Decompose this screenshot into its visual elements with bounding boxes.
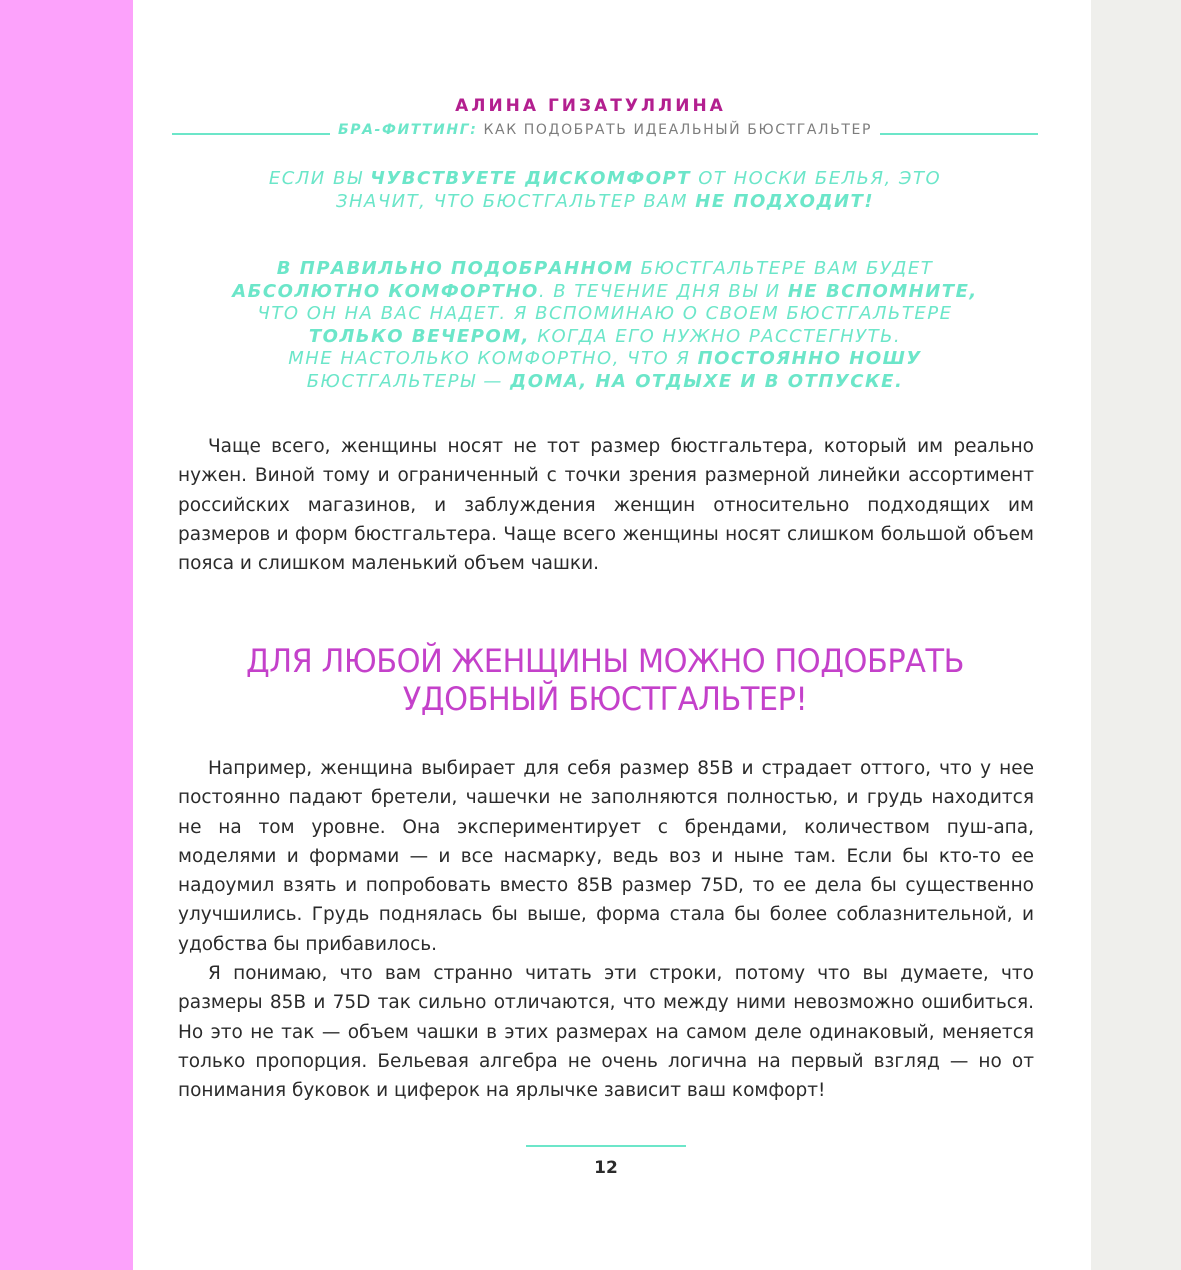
quote-emphasis: НЕ ВСПОМНИТЕ, (787, 280, 978, 302)
quote-emphasis: НЕ ПОДХОДИТ! (695, 190, 875, 212)
body-paragraph: Чаще всего, женщины носят не тот размер бюстгальтера, который им реально нужен. Виной тому и ограниченный с точки зрения размерной линейки ассортимент российских магазинов, и заблуждения женщин относительно подходящих им размеров и форм бюстгальтера. Чаще всего женщины носят слишком большой объем пояса и слишком маленький объем чашки. (178, 436, 1034, 575)
heading-line: ДЛЯ ЛЮБОЙ ЖЕНЩИНЫ МОЖНО ПОДОБРАТЬ (246, 642, 964, 680)
quote-text: КОГДА ЕГО НУЖНО РАССТЕГНУТЬ. (529, 325, 902, 347)
running-header (172, 122, 1038, 144)
quote-emphasis: ТОЛЬКО ВЕЧЕРОМ, (308, 325, 530, 347)
subtitle-rest: КАК ПОДОБРАТЬ ИДЕАЛЬНЫЙ БЮСТГАЛЬТЕР (477, 122, 873, 138)
quote-text: МНЕ НАСТОЛЬКО КОМФОРТНО, ЧТО Я (288, 348, 698, 369)
right-margin-band (1091, 0, 1181, 1270)
quote-text: ОТ НОСКИ БЕЛЬЯ, ЭТО (691, 168, 942, 189)
quote-emphasis: АБСОЛЮТНО КОМФОРТНО (232, 280, 539, 302)
quote-text: ЗНАЧИТ, ЧТО БЮСТГАЛЬТЕР ВАМ (335, 190, 696, 212)
quote-text: ЧТО ОН НА ВАС НАДЕТ. Я ВСПОМИНАЮ О СВОЕМ БЮСТГАЛЬТЕРЕ (257, 303, 953, 324)
quote-emphasis: ПОСТОЯННО НОШУ (697, 348, 922, 369)
body-paragraph: Я понимаю, что вам странно читать эти строки, потому что вы думаете, что размеры 85B и 75D так сильно отличаются, что между ними невозможно ошибиться. Но это не так — объем чашки в этих размерах на самом деле одинаковый, меняется только пропорция. Бельевая алгебра не очень логична на первый взгляд — но от понимания буковок и циферок на ярлычке зависит ваш комфорт! (178, 963, 1034, 1102)
quote-emphasis: В ПРАВИЛЬНО ПОДОБРАННОМ (276, 258, 634, 279)
quote-emphasis: ДОМА, НА ОТДЫХЕ И В ОТПУСКЕ. (510, 370, 904, 392)
footer-rule (526, 1145, 686, 1147)
subtitle-accent: БРА-ФИТТИНГ: (337, 122, 478, 138)
quote-emphasis: ЧУВСТВУЕТЕ ДИСКОМФОРТ (370, 168, 692, 189)
pull-quote-comfort (180, 258, 1030, 393)
quote-text: ЕСЛИ ВЫ (268, 168, 371, 189)
body-section-1 (178, 432, 1034, 578)
book-subtitle (172, 122, 1038, 138)
body-section-2 (178, 754, 1034, 1106)
pull-quote-discomfort (180, 168, 1030, 213)
quote-text: БЮСТГАЛЬТЕРЫ — (306, 370, 511, 392)
page-number: 12 (594, 1158, 618, 1178)
quote-text: . В ТЕЧЕНИЕ ДНЯ ВЫ И (538, 280, 788, 302)
heading-line: УДОБНЫЙ БЮСТГАЛЬТЕР! (402, 680, 808, 718)
author-name: АЛИНА ГИЗАТУЛЛИНА (455, 96, 726, 116)
quote-text: БЮСТГАЛЬТЕРЕ ВАМ БУДЕТ (633, 258, 934, 279)
left-color-band (0, 0, 133, 1270)
section-heading (182, 642, 1028, 718)
body-paragraph: Например, женщина выбирает для себя размер 85B и страдает оттого, что у нее постоянно падают бретели, чашечки не заполняются полностью, и грудь находится не на том уровне. Она экспериментирует с брендами, количеством пуш-апа, моделями и формами — и все насмарку, ведь воз и ныне там. Если бы кто-то ее надоумил взять и попробовать вместо 85B размер 75D, то ее дела бы существенно улучшились. Грудь поднялась бы выше, форма стала бы более соблазнительной, и удобства бы прибавилось. (178, 758, 1034, 955)
